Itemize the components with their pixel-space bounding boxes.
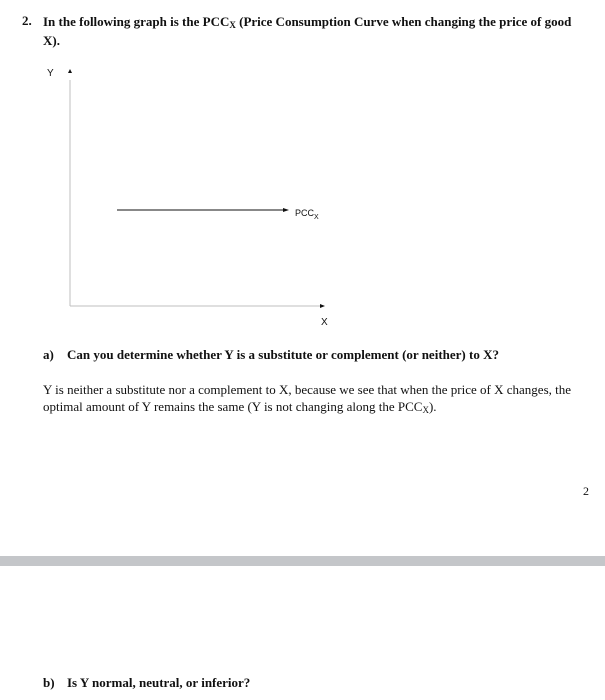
question-text-rest: (Price Consumption Curve when changing the price of good X).	[43, 14, 572, 48]
question-number: 2.	[22, 13, 32, 28]
part-a-question	[43, 347, 499, 363]
part-a-answer-end: ).	[428, 399, 437, 414]
part-a-answer-subscript: X	[422, 405, 429, 415]
x-axis-label: X	[321, 317, 328, 328]
x-axis-arrow-icon	[320, 304, 325, 308]
page-separator	[0, 556, 605, 566]
question-text-main: In the following graph is the PCC	[43, 14, 230, 29]
page-number: 2	[583, 484, 589, 498]
pcc-label-subscript: X	[314, 214, 319, 221]
pcc-label	[295, 208, 319, 221]
y-axis-label: Y	[47, 68, 54, 79]
part-b-question	[43, 675, 250, 691]
part-a-answer	[43, 381, 599, 417]
y-axis-arrow-icon	[68, 69, 72, 73]
part-a-answer-text: Y is neither a substitute nor a complement to X, because we see that when the price of X changes, the optimal amount of Y remains the same (Y is not changing along the PCC	[43, 382, 572, 414]
part-b-question-text: Is Y normal, neutral, or inferior?	[67, 675, 251, 690]
part-a-label: a)	[43, 347, 54, 362]
question-text-subscript: X	[229, 20, 236, 30]
pcc-graph	[0, 0, 605, 340]
part-a-question-text: Can you determine whether Y is a substitute or complement (or neither) to X?	[67, 347, 499, 362]
part-b-label: b)	[43, 675, 55, 690]
pcc-arrow-icon	[283, 208, 289, 212]
pcc-label-main: PCC	[295, 208, 315, 218]
